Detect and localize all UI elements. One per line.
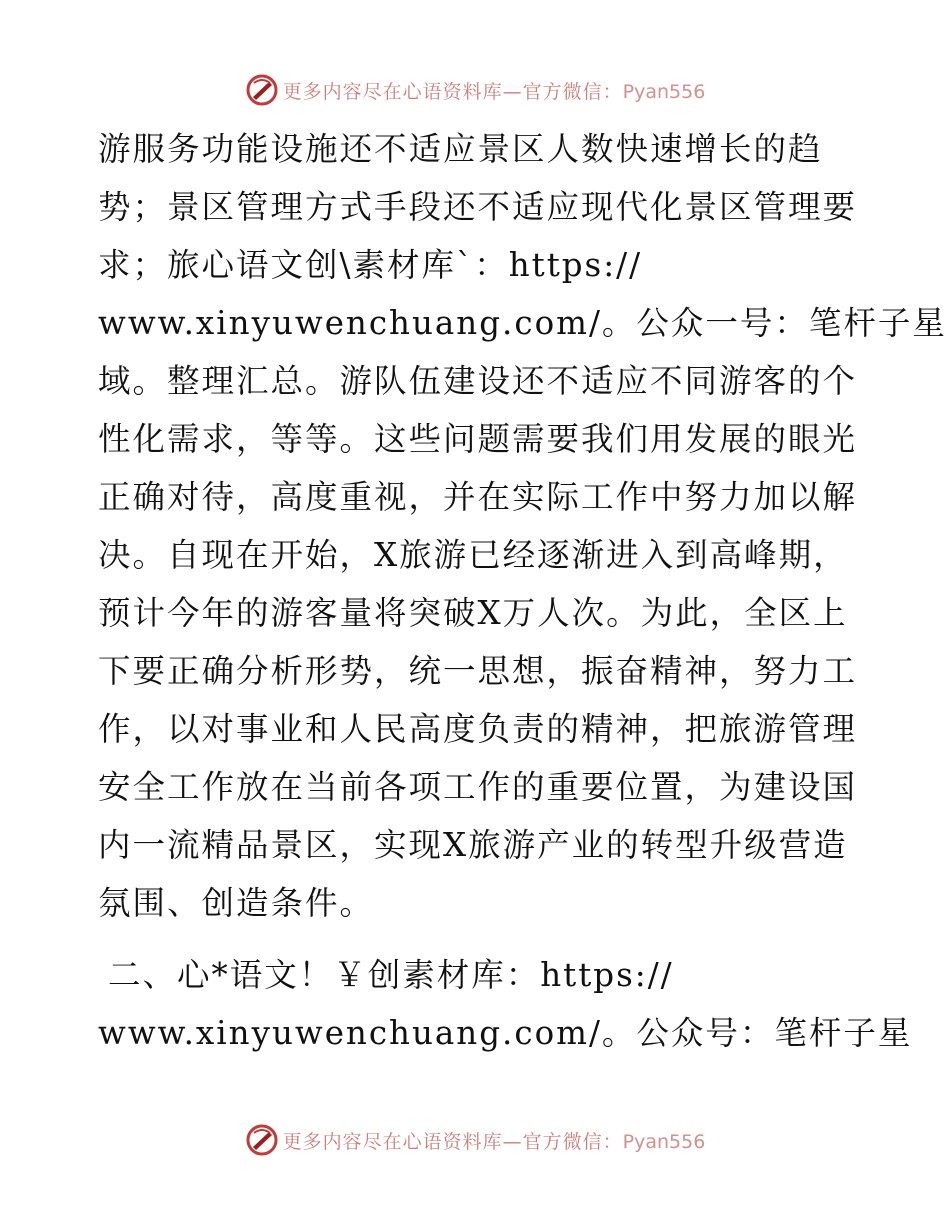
header-banner-label: 更多内容尽在心语资料库—官方微信： xyxy=(282,80,623,103)
body-line: 势；景区管理方式手段还不适应现代化景区管理要 xyxy=(98,188,858,226)
xinyu-logo-icon xyxy=(245,73,279,107)
header-wechat-id: Pyan556 xyxy=(622,80,706,103)
body-line: 域。整理汇总。游队伍建设还不适应不同游客的个 xyxy=(98,362,858,400)
document-body xyxy=(98,120,947,1062)
header-banner-text xyxy=(283,77,706,104)
body-line: 下要正确分析形势，统一思想，振奋精神，努力工 xyxy=(98,652,858,690)
body-line: 氛围、创造条件。 xyxy=(98,884,375,922)
body-line: 游服务功能设施还不适应景区人数快速增长的趋 xyxy=(98,130,823,168)
section-heading: 二、心*语文！￥创素材库：https:// xyxy=(108,956,674,994)
section-line: www.xinyuwenchuang.com/。公众号：笔杆子星 xyxy=(98,1014,913,1052)
header-banner xyxy=(0,70,950,110)
footer-banner-label: 更多内容尽在心语资料库—官方微信： xyxy=(282,1130,623,1153)
body-line: 正确对待，高度重视，并在实际工作中努力加以解 xyxy=(98,478,858,516)
body-line: 决。自现在开始，X旅游已经逐渐进入到高峰期， xyxy=(98,536,848,574)
footer-banner-text xyxy=(283,1127,706,1154)
body-line: 安全工作放在当前各项工作的重要位置，为建设国 xyxy=(98,768,858,806)
footer-wechat-id: Pyan556 xyxy=(622,1130,706,1153)
footer-banner xyxy=(0,1120,950,1160)
body-line: 求；旅心语文创\素材库`：https:// xyxy=(98,246,643,284)
body-line: 作，以对事业和人民高度负责的精神，把旅游管理 xyxy=(98,710,858,748)
body-line: 内一流精品景区，实现X旅游产业的转型升级营造 xyxy=(98,826,848,864)
body-line: 性化需求，等等。这些问题需要我们用发展的眼光 xyxy=(98,420,858,458)
body-line: 预计今年的游客量将突破X万人次。为此，全区上 xyxy=(98,594,848,632)
body-line: www.xinyuwenchuang.com/。公众一号：笔杆子星 xyxy=(98,304,947,342)
xinyu-logo-icon xyxy=(245,1123,279,1157)
